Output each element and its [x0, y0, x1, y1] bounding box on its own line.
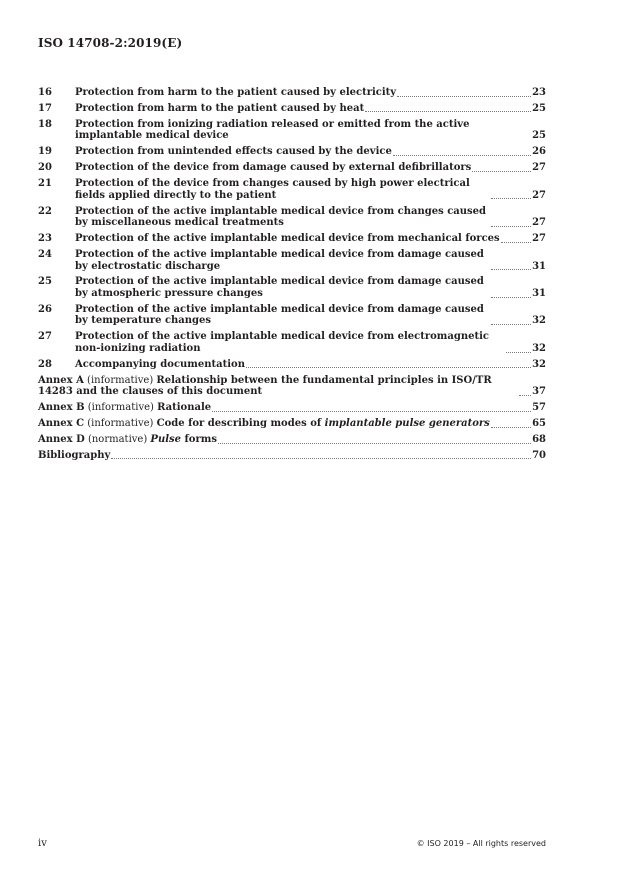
copyright-notice: © ISO 2019 – All rights reserved: [416, 839, 546, 848]
toc-entry-number: 28: [38, 358, 52, 370]
annex-kind: (informative): [83, 374, 157, 386]
toc-entry-page: 32: [532, 342, 546, 354]
toc-entry-page: 37: [532, 386, 546, 398]
toc-entry-16[interactable]: [38, 87, 546, 99]
toc-bibliography[interactable]: [38, 450, 546, 462]
dot-leader: [246, 367, 531, 368]
toc-entry-21[interactable]: [38, 178, 546, 201]
dot-leader: [397, 96, 531, 97]
toc-entry-number: 19: [38, 146, 52, 158]
toc-entry-title: Accompanying documentation: [75, 358, 245, 370]
dot-leader: [506, 352, 531, 353]
toc-entry-page: 32: [532, 315, 546, 327]
toc-entry-title: Protection of the active implantable medical device from damage caused by electrostatic discharge: [75, 248, 484, 272]
toc-entry-page: 27: [532, 162, 546, 174]
toc-entry-19[interactable]: [38, 146, 546, 158]
toc-entry-page: 23: [532, 87, 546, 98]
toc-entry-page: 26: [532, 146, 546, 158]
toc-entry-page: 27: [532, 217, 546, 229]
toc-entry-18[interactable]: [38, 119, 546, 142]
dot-leader: [491, 269, 531, 270]
toc-entry-number: 25: [38, 276, 52, 288]
toc-entry-title: Protection from ionizing radiation released or emitted from the active implantable medical device: [75, 118, 470, 142]
toc-annex-b[interactable]: [38, 402, 546, 414]
annex-label: Annex A: [38, 374, 84, 386]
toc-entry-page: 65: [532, 418, 546, 430]
toc-entry-number: 23: [38, 233, 52, 245]
dot-leader: [519, 395, 531, 396]
dot-leader: [218, 443, 531, 444]
toc-entry-26[interactable]: [38, 304, 546, 327]
toc-entry-title: Protection of the active implantable medical device from mechanical forces: [75, 233, 500, 245]
toc-entry-number: 24: [38, 248, 52, 260]
annex-title-italic: Pulse: [150, 434, 182, 445]
document-id: ISO 14708-2:2019(E): [38, 36, 183, 50]
toc-entry-title: Protection of the device from damage caused by external defibrillators: [75, 162, 472, 174]
dot-leader: [212, 411, 531, 412]
toc-entry-page: 31: [532, 287, 546, 299]
toc-entry-page: 68: [532, 434, 546, 445]
toc-entry-page: 57: [532, 402, 546, 414]
toc-entry-title: Protection of the active implantable medical device from damage caused by temperature changes: [75, 303, 484, 327]
page-number: iv: [38, 838, 47, 849]
toc-entry-28[interactable]: [38, 359, 546, 371]
toc-annex-title-block: [38, 375, 518, 398]
toc-entry-title: Protection from unintended effects caused by the device: [75, 146, 392, 158]
annex-label: Annex B: [38, 402, 85, 414]
toc-entry-20[interactable]: [38, 162, 546, 174]
toc-annex-title-block: [38, 402, 211, 414]
dot-leader: [491, 198, 531, 199]
table-of-contents: [38, 87, 546, 466]
annex-label: Annex C: [38, 418, 85, 430]
toc-annex-d[interactable]: [38, 434, 546, 446]
annex-label: Annex D: [38, 434, 85, 445]
dot-leader: [472, 171, 531, 172]
toc-annex-c[interactable]: [38, 418, 546, 430]
toc-entry-page: 32: [532, 358, 546, 370]
toc-annex-title-block: [38, 418, 490, 430]
dot-leader: [393, 155, 531, 156]
toc-entry-number: 18: [38, 118, 52, 130]
annex-kind: (normative): [84, 434, 151, 445]
toc-entry-number: 16: [38, 87, 52, 98]
toc-entry-title: Protection from harm to the patient caused by heat: [75, 102, 365, 114]
toc-entry-page: 25: [532, 130, 546, 142]
toc-entry-17[interactable]: [38, 103, 546, 115]
toc-entry-23[interactable]: [38, 233, 546, 245]
toc-entry-title: Protection of the active implantable medical device from electromagnetic non-ionizing radiation: [75, 331, 489, 354]
toc-entry-title: Protection of the active implantable medical device from changes caused by miscellaneous medical treatments: [75, 205, 487, 229]
toc-entry-number: 27: [38, 331, 52, 343]
toc-entry-page: 27: [532, 189, 546, 201]
annex-title: Rationale: [157, 402, 212, 414]
toc-entry-title: Protection of the active implantable medical device from damage caused by atmospheric pressure changes: [75, 276, 484, 299]
toc-annex-title-block: [38, 434, 217, 446]
toc-entry-27[interactable]: [38, 331, 546, 354]
annex-kind: (informative): [84, 418, 157, 430]
annex-title: forms: [181, 434, 217, 445]
toc-entry-24[interactable]: [38, 249, 546, 272]
toc-entry-number: 22: [38, 205, 52, 217]
dot-leader: [491, 427, 531, 428]
annex-title: Code for describing modes of: [156, 418, 325, 430]
toc-entry-22[interactable]: [38, 206, 546, 229]
annex-title-italic: implantable pulse generators: [324, 418, 490, 430]
toc-annex-a[interactable]: [38, 375, 546, 398]
annex-kind: (informative): [84, 402, 158, 414]
dot-leader: [365, 111, 531, 112]
toc-entry-number: 21: [38, 178, 52, 190]
dot-leader: [111, 458, 531, 459]
toc-entry-page: 25: [532, 102, 546, 114]
toc-entry-page: 70: [532, 449, 546, 461]
annex-title: Relationship between the fundamental principles in ISO/TR 14283 and the clauses of this document: [38, 374, 492, 398]
toc-entry-number: 26: [38, 303, 52, 315]
toc-entry-number: 20: [38, 162, 52, 174]
toc-entry-25[interactable]: [38, 276, 546, 299]
toc-entry-title: Protection from harm to the patient caused by electricity: [75, 87, 397, 98]
toc-entry-page: 31: [532, 260, 546, 272]
toc-entry-page: 27: [532, 233, 546, 245]
toc-entry-title: Bibliography: [38, 449, 111, 461]
dot-leader: [491, 324, 531, 325]
toc-entry-number: 17: [38, 102, 52, 114]
toc-entry-title: Protection of the device from changes caused by high power electrical fields applied directly to the patient: [75, 178, 470, 201]
dot-leader: [491, 297, 531, 298]
dot-leader: [501, 242, 531, 243]
dot-leader: [491, 226, 531, 227]
